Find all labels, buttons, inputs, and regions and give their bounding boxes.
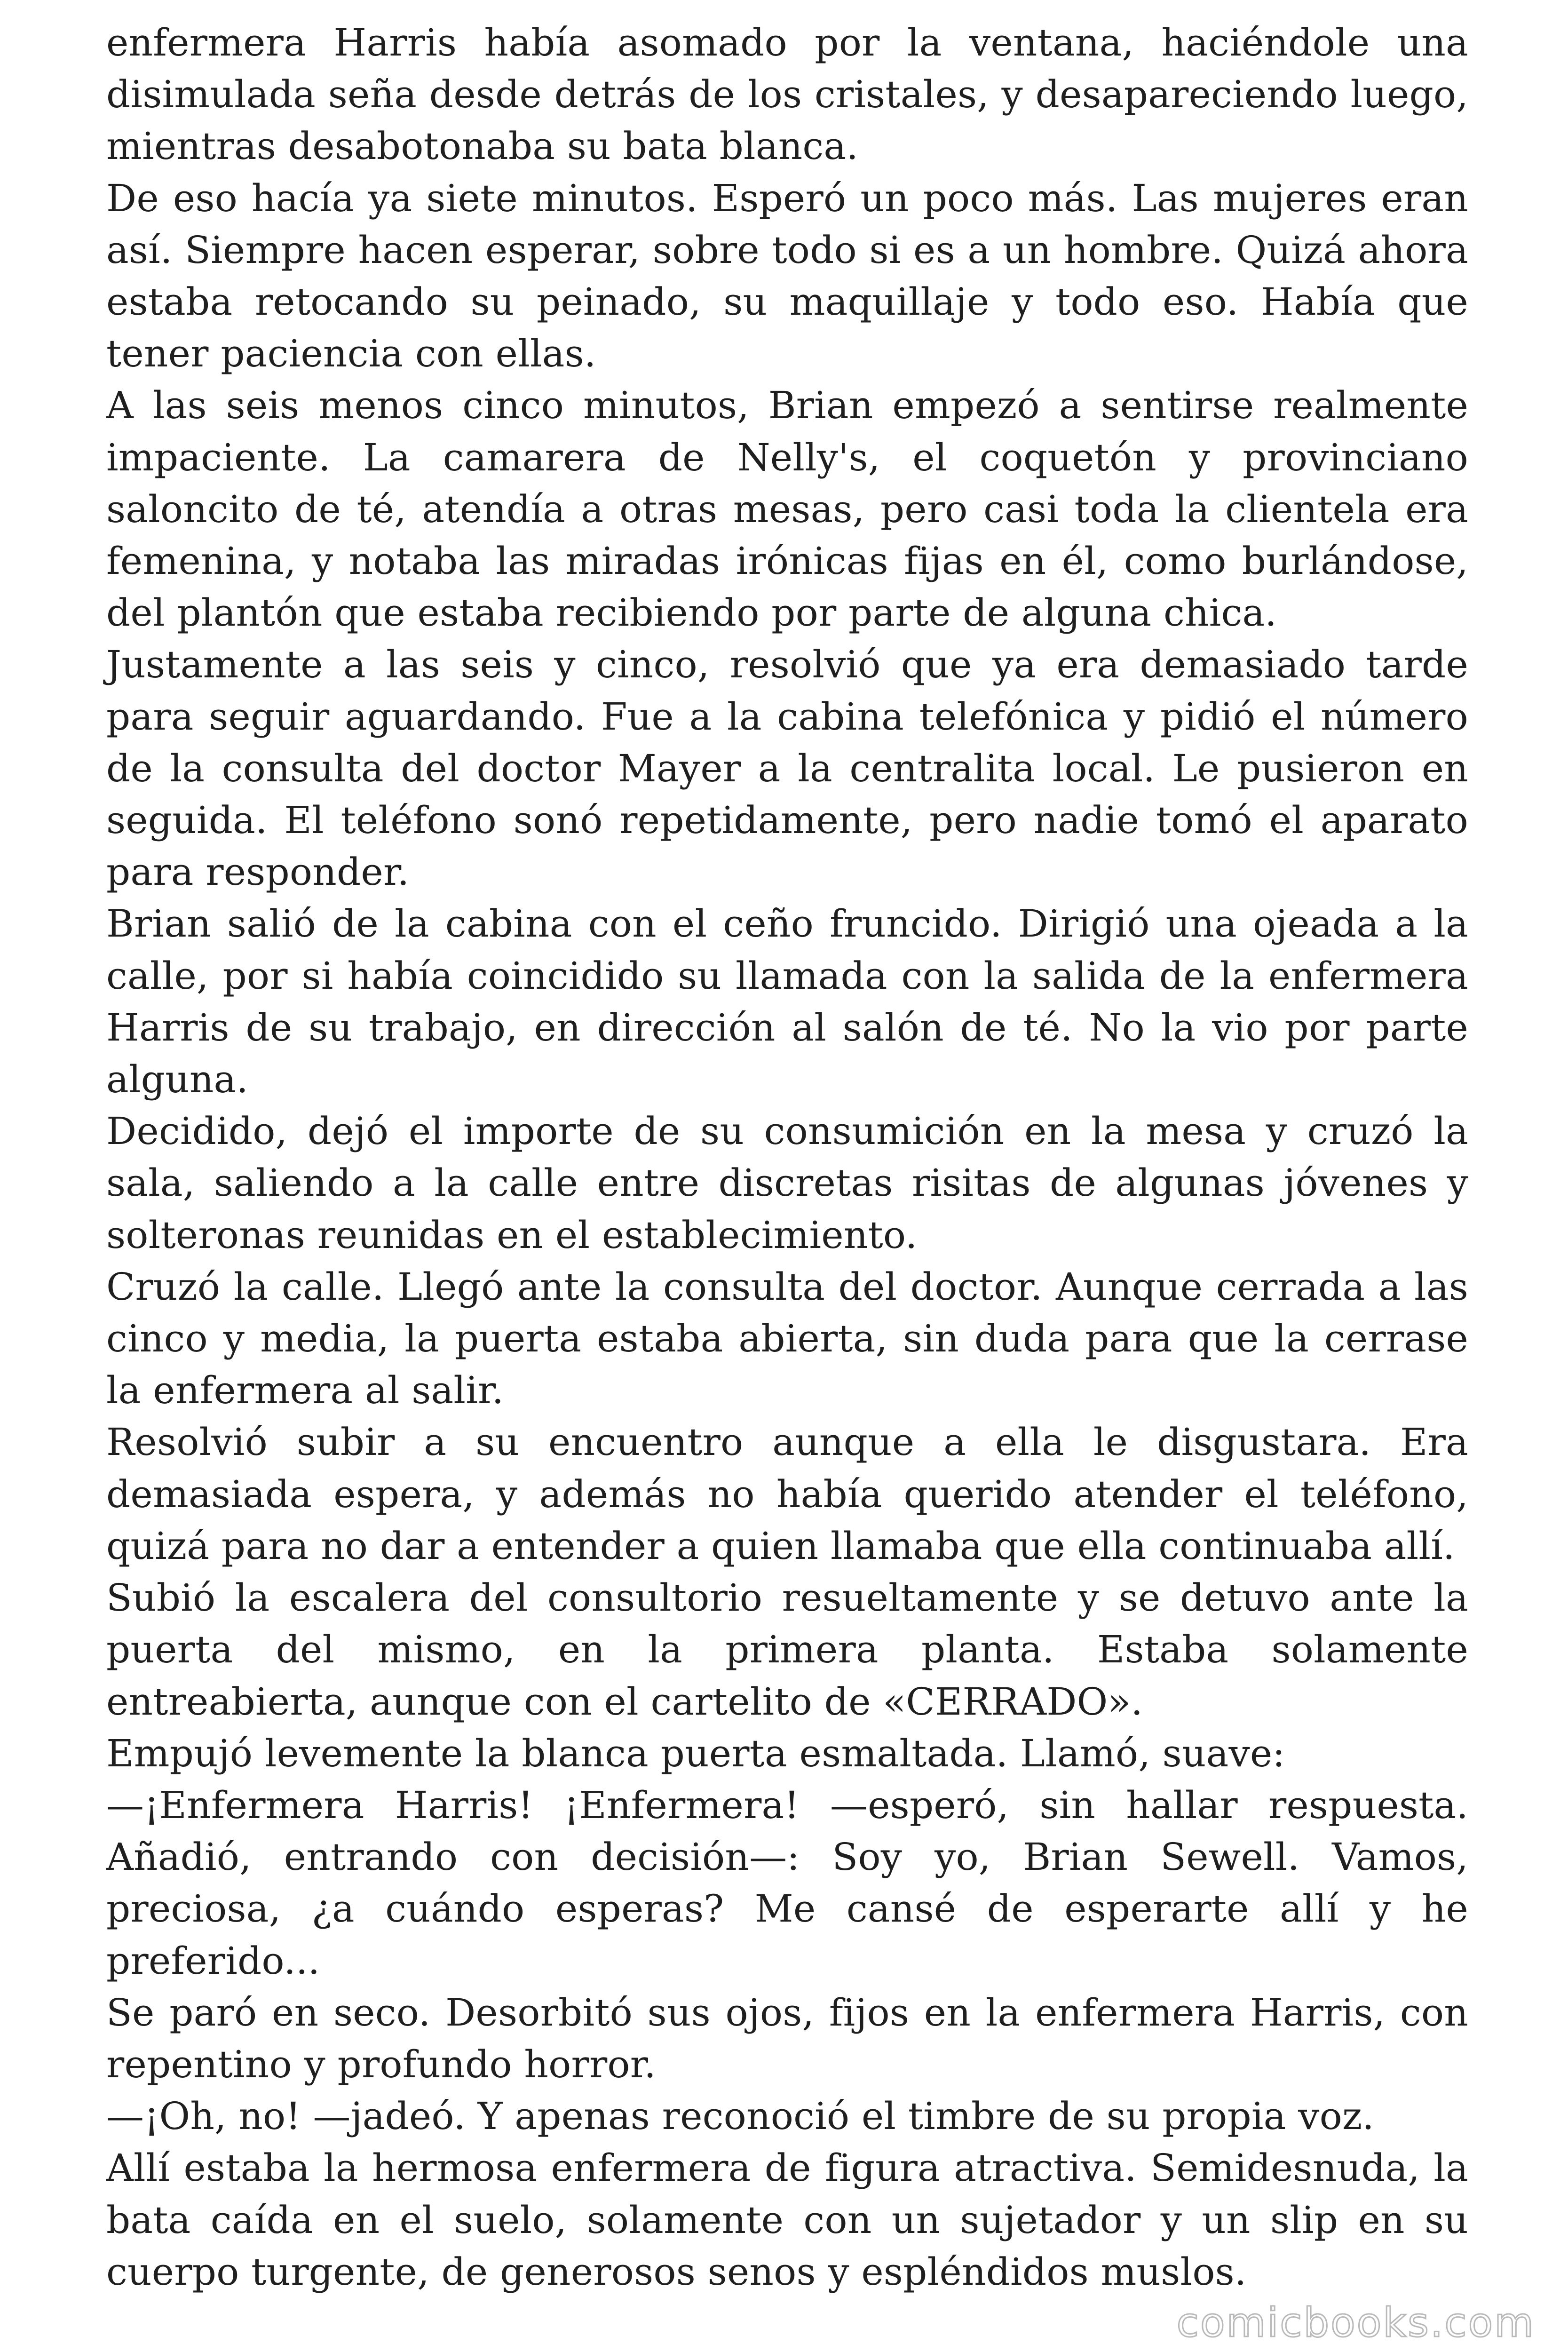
paragraph: Decidido, dejó el importe de su consumición en la mesa y cruzó la sala, saliendo a la calle entre discretas risitas de algunas jóvenes y solteronas reunidas en el establecimiento. [106, 1109, 1468, 1257]
dialogue-paragraph: —¡Enfermera Harris! ¡Enfermera! —esperó, sin hallar respuesta. Añadió, entrando con decisión—: Soy yo, Brian Sewell. Vamos, preciosa, ¿a cuándo esperas? Me cansé de esperarte allí y he preferido... [106, 1783, 1468, 1983]
paragraph: enfermera Harris había asomado por la ventana, haciéndole una disimulada seña desde detrás de los cristales, y desapareciendo luego, mientras desabotonaba su bata blanca. [106, 21, 1468, 168]
paragraph: Brian salió de la cabina con el ceño fruncido. Dirigió una ojeada a la calle, por si había coincidido su llamada con la salida de la enfermera Harris de su trabajo, en dirección al salón de té. No la vio por parte alguna. [106, 902, 1468, 1102]
dialogue-paragraph: —¡Oh, no! —jadeó. Y apenas reconoció el timbre de su propia voz. [106, 2094, 1374, 2138]
paragraph: Cruzó la calle. Llegó ante la consulta del doctor. Aunque cerrada a las cinco y media, la puerta estaba abierta, sin duda para que la cerrase la enfermera al salir. [106, 1264, 1468, 1413]
paragraph: Empujó levemente la blanca puerta esmaltada. Llamó, suave: [106, 1731, 1285, 1775]
paragraph: Resolvió subir a su encuentro aunque a ella le disgustara. Era demasiada espera, y además no había querido atender el teléfono, quizá para no dar a entender a quien llamaba que ella continuaba allí. [106, 1420, 1468, 1568]
paragraph: Justamente a las seis y cinco, resolvió que ya era demasiado tarde para seguir aguardando. Fue a la cabina telefónica y pidió el número de la consulta del doctor Mayer a la centralita local. Le pusieron en seguida. El teléfono sonó repetidamente, pero nadie tomó el aparato para responder. [106, 643, 1468, 894]
paragraph: De eso hacía ya siete minutos. Esperó un poco más. Las mujeres eran así. Siempre hacen esperar, sobre todo si es a un hombre. Quizá ahora estaba retocando su peinado, su maquillaje y todo eso. Había que tener paciencia con ellas. [106, 176, 1468, 376]
paragraph: Subió la escalera del consultorio resueltamente y se detuvo ante la puerta del mismo, en la primera planta. Estaba solamente entreabierta, aunque con el cartelito de «CERRADO». [106, 1576, 1468, 1724]
paragraph: Allí estaba la hermosa enfermera de figura atractiva. Semidesnuda, la bata caída en el suelo, solamente con un sujetador y un slip en su cuerpo turgente, de generosos senos y espléndidos muslos. [106, 2146, 1468, 2294]
paragraph: Se paró en seco. Desorbitó sus ojos, fijos en la enfermera Harris, con repentino y profundo horror. [106, 1990, 1468, 2086]
watermark: comicbooks.com [1176, 2299, 1535, 2346]
document-page [106, 17, 1468, 2322]
paragraph: A las seis menos cinco minutos, Brian empezó a sentirse realmente impaciente. La camarera de Nelly's, el coquetón y provinciano saloncito de té, atendía a otras mesas, pero casi toda la clientela era femenina, y notaba las miradas irónicas fijas en él, como burlándose, del plantón que estaba recibiendo por parte de alguna chica. [106, 383, 1468, 635]
